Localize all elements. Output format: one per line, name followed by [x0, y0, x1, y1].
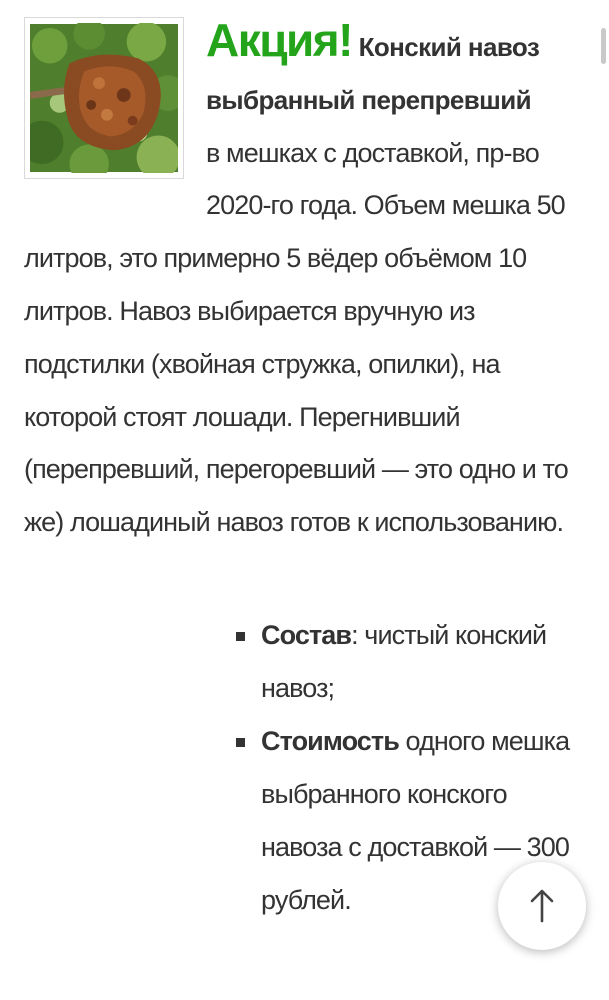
page-scrollbar[interactable] [601, 28, 606, 64]
product-description: в мешках с доставкой, пр-во 2020-го года. Объем мешка 50 литров, это примерно 5 вёдер объёмом 10 литров. Навоз выбирается вручную из подстилки (хвойная стружка, опилки), на которой стоят лошади. Перегнивший (перепревший, перегоревший — это одно и то же) лошадиный навоз готов к использованию. [24, 137, 568, 538]
detail-text: : чистый конский навоз; [261, 619, 547, 703]
back-to-top-button[interactable] [498, 862, 586, 950]
article [24, 14, 590, 927]
list-item-composition [236, 609, 590, 715]
detail-term: Состав [261, 619, 352, 650]
detail-term: Стоимость [261, 725, 399, 756]
detail-text: одного мешка выбранного конского навоза с доставкой — 300 рублей. [261, 725, 570, 915]
arrow-up-icon [527, 888, 557, 924]
product-title: Конский навоз выбранный перепревший [206, 32, 540, 115]
manure-shovel-image [30, 23, 178, 173]
promo-label: Акция! [206, 14, 352, 66]
manure-photo [24, 17, 184, 179]
